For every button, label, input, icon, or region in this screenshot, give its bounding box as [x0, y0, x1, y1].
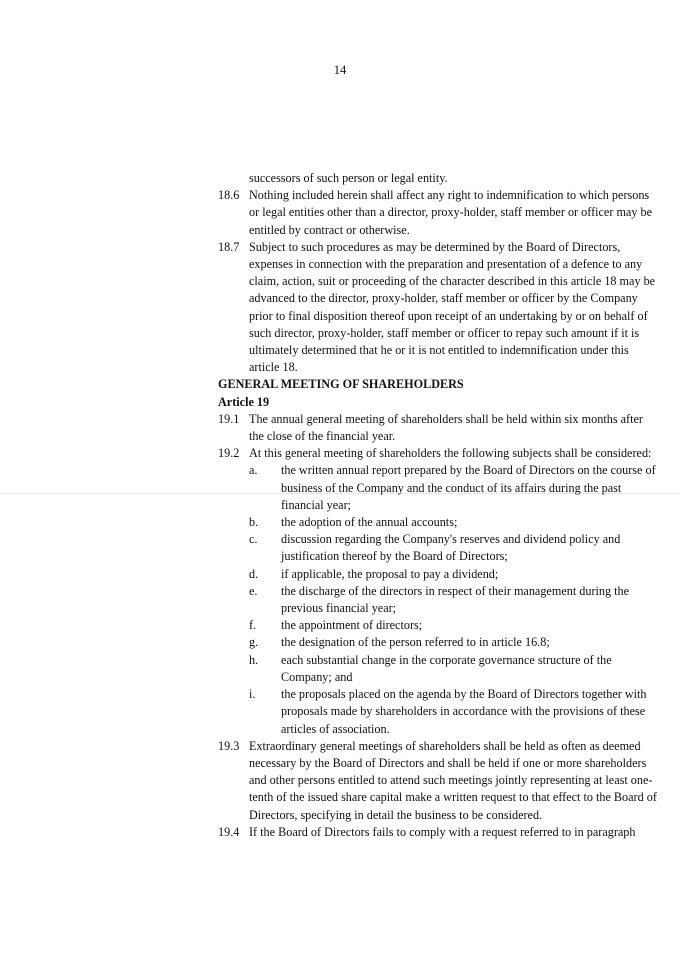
list-text: the designation of the person referred to in article 16.8;: [281, 635, 550, 650]
paragraph-number: 19.3: [218, 738, 240, 753]
list-text: the written annual report prepared by the Board of Directors on the course of business of the Company and the conduct of its affairs during the past financial year;: [281, 463, 656, 512]
paragraph-18-7: [218, 239, 658, 377]
paragraph-number: 19.1: [218, 411, 240, 426]
paragraph-19-1: [218, 411, 658, 445]
document-body: [218, 170, 658, 841]
paragraph-18-6: [218, 187, 658, 239]
list-text: each substantial change in the corporate governance structure of the Company; and: [281, 652, 612, 684]
paragraph-19-4: [218, 824, 658, 841]
paragraph-19-2: [218, 445, 658, 462]
list-letter: e.: [249, 583, 258, 598]
list-text: the adoption of the annual accounts;: [281, 515, 458, 530]
list-letter: h.: [249, 652, 259, 667]
list-letter: b.: [249, 515, 259, 530]
paragraph-text: The annual general meeting of shareholders shall be held within six months after the close of the financial year.: [249, 411, 643, 444]
list-item: [218, 566, 658, 583]
list-letter: f.: [249, 618, 257, 633]
list-item: [218, 652, 658, 686]
list-letter: g.: [249, 635, 259, 650]
list-letter: i.: [249, 687, 256, 702]
paragraph-19-3: [218, 738, 658, 824]
paragraph-number: 18.6: [218, 188, 240, 203]
page-number: 14: [333, 63, 347, 77]
list-text: the discharge of the directors in respect of their management during the previous financial year;: [281, 583, 630, 616]
list-letter: a.: [249, 463, 258, 478]
list-item: [218, 462, 658, 514]
list-text: the appointment of directors;: [281, 618, 423, 633]
paragraph-number: 18.7: [218, 239, 240, 254]
list-item: [218, 686, 658, 738]
continuation-text: successors of such person or legal entity.: [249, 171, 448, 185]
list-item: [218, 514, 658, 531]
subject-list: [218, 462, 658, 737]
list-item: [218, 634, 658, 651]
paragraph-text: If the Board of Directors fails to comply with a request referred to in paragraph: [249, 824, 636, 839]
section-heading: GENERAL MEETING OF SHAREHOLDERS: [218, 377, 464, 392]
list-text: discussion regarding the Company's reserves and dividend policy and justification thereof by the Board of Directors;: [281, 532, 621, 564]
paragraph-number: 19.4: [218, 824, 240, 839]
list-item: [218, 583, 658, 617]
paragraph-text: At this general meeting of shareholders the following subjects shall be considered:: [249, 446, 652, 461]
list-text: the proposals placed on the agenda by the Board of Directors together with proposals made by shareholders in accordance with the provisions of these articles of association.: [281, 687, 647, 736]
paragraph-text: Nothing included herein shall affect any right to indemnification to which persons or legal entities other than a director, proxy-holder, staff member or officer may be entitled by contract or otherwise.: [249, 188, 652, 237]
paragraph-text: Subject to such procedures as may be determined by the Board of Directors, expenses in connection with the preparation and presentation of a defence to any claim, action, suit or proceeding of the character described in this article 18 may be advanced to the director, proxy-holder, staff member or officer by the Company prior to final disposition thereof upon receipt of an undertaking by or on behalf of such director, proxy-holder, staff member or officer to repay such amount if it is ultimately determined that he or it is not entitled to indemnification under this article 18.: [249, 239, 656, 375]
list-item: [218, 617, 658, 634]
paragraph-text: Extraordinary general meetings of shareholders shall be held as often as deemed necessary by the Board of Directors and shall be held if one or more shareholders and other persons entitled to attend such meetings jointly representing at least one-tenth of the issued share capital make a written request to that effect to the Board of Directors, specifying in detail the business to be considered.: [249, 738, 657, 822]
list-text: if applicable, the proposal to pay a dividend;: [281, 566, 499, 581]
list-letter: c.: [249, 532, 258, 547]
list-letter: d.: [249, 566, 259, 581]
paragraph-number: 19.2: [218, 446, 240, 461]
list-item: [218, 531, 658, 565]
article-heading: Article 19: [218, 394, 270, 409]
